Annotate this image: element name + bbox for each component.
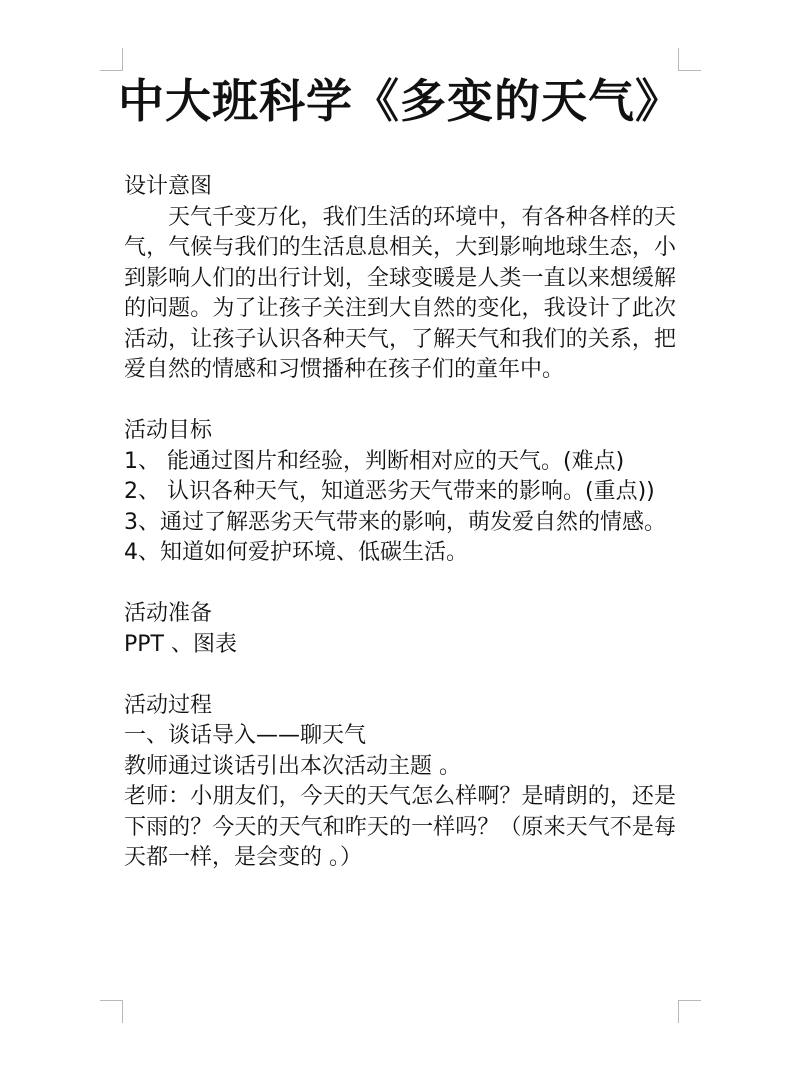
prep-body: PPT 、图表 [124,631,237,657]
prep-heading: 活动准备 [124,601,213,626]
goal-item-1: 1、 能通过图片和经验，判断相对应的天气。(难点) [124,448,625,474]
document-title: 中大班科学《多变的天气》 [118,74,682,128]
process-line-1: 教师通过谈话引出本次活动主题 。 [124,753,461,779]
goals-heading: 活动目标 [124,418,213,443]
crop-mark-bottom-right [678,1000,701,1023]
document-body [124,172,676,874]
design-paragraph: 天气千变万化，我们生活的环境中，有各种各样的天气，气候与我们的生活息息相关，大到影响地球生态，小到影响人们的出行计划，全球变暖是人类一直以来想缓解的问题。为了让孩子关注到大自然的变化，我设计了此次活动，让孩子认识各种天气，了解天气和我们的关系，把爱自然的情感和习惯播种在孩子们的童年中。 [124,204,676,382]
process-heading: 活动过程 [124,692,213,718]
crop-mark-bottom-left [100,1000,123,1023]
design-heading: 设计意图 [124,174,213,199]
goal-item-4: 4、知道如何爱护环境、低碳生活。 [124,540,468,565]
process-step-1: 一、谈话导入——聊天气 [124,723,367,748]
goal-item-2: 2、 认识各种天气，知道恶劣天气带来的影响。(重点)) [124,479,655,504]
goal-item-3: 3、通过了解恶劣天气带来的影响，萌发爱自然的情感。 [124,509,666,535]
process-line-2: 老师：小朋友们，今天的天气怎么样啊？是晴朗的，还是下雨的？今天的天气和昨天的一样吗？（原来天气不是每天都一样，是会变的 。） [124,784,676,870]
